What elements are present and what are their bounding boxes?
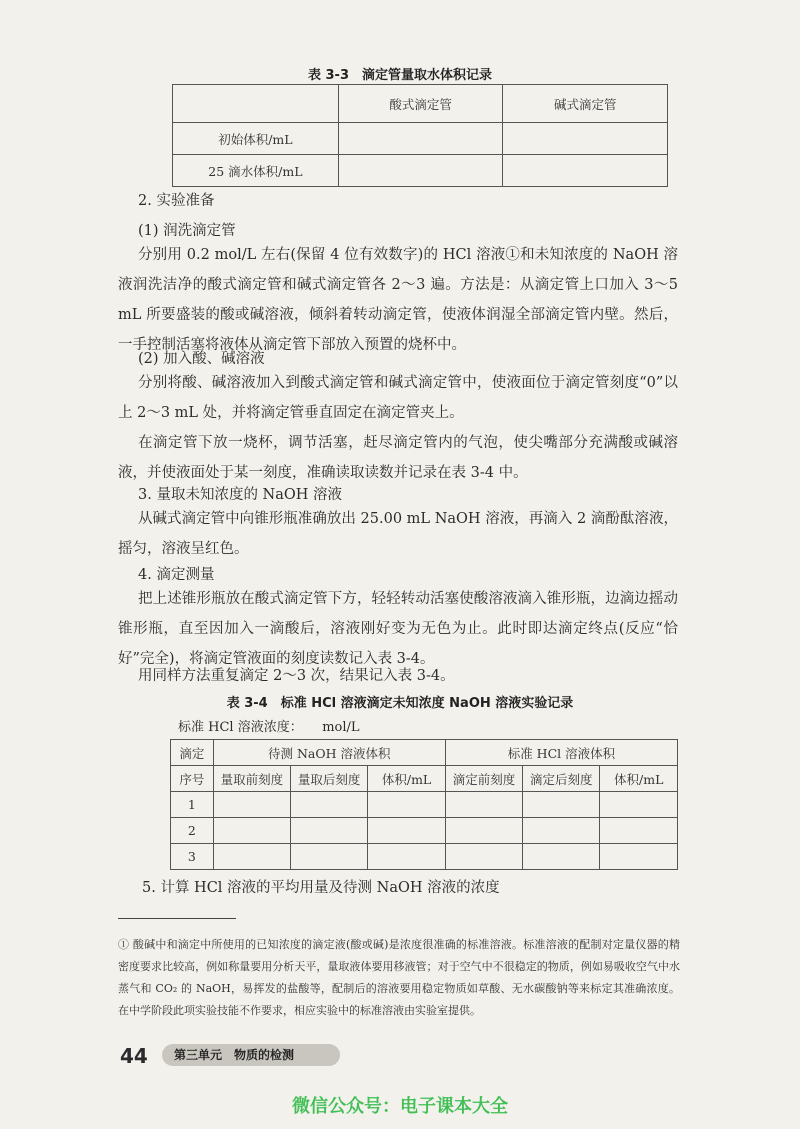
table-row-cell [290,844,367,870]
table-3-4-caption: 表 3-4 标准 HCl 溶液滴定未知浓度 NaOH 溶液实验记录 [226,696,574,711]
footnote-divider [118,918,236,919]
table-3-3-cell [503,155,668,187]
watermark: 微信公众号：电子课本大全 [292,1096,508,1117]
section-2-paragraph-2: 分别将酸、碱溶液加入到酸式滴定管和碱式滴定管中，使液面位于滴定管刻度“0”以上 2～3 mL 处，并将滴定管垂直固定在滴定管夹上。 [118,375,678,421]
table-row-cell [445,818,522,844]
table-3-3-cell [338,123,503,155]
table-row-cell [213,844,290,870]
table-row-cell [600,844,678,870]
table-3-4-row-no: 1 [171,792,214,818]
table-row-cell [523,792,600,818]
table-3-4-header-no: 序号 [171,766,214,792]
table-3-4-subheader: 滴定前刻度 [445,766,522,792]
table-row-cell [523,818,600,844]
section-4-title: 4. 滴定测量 [138,567,215,583]
footnote: ① 酸碱中和滴定中所使用的已知浓度的滴定液(酸或碱)是浓度很准确的标准溶液。标准溶液的配制对定量仪器的精密度要求比较高，例如称量要用分析天平，量取液体要用移液管；对于空气中不很稳定的物质，例如易吸收空气中水蒸气和 CO₂ 的 NaOH，易挥发的盐酸等，配制后的溶液要用稳定物质如草酸、无水碳酸钠等来标定其准确浓度。在中学阶段此项实验技能不作要求，相应实验中的标准溶液由实验室提供。 [118,938,680,1017]
table-3-4-row-no: 2 [171,818,214,844]
table-3-3-header-base: 碱式滴定管 [503,85,668,123]
table-3-4-subheader: 体积/mL [600,766,678,792]
table-3-4-header-no: 滴定 [171,740,214,766]
table-row-cell [445,844,522,870]
table-row-cell [213,818,290,844]
table-3-4-subheader: 量取后刻度 [290,766,367,792]
table-row-cell [445,792,522,818]
table-row-cell [213,792,290,818]
table-row-cell [290,818,367,844]
table-3-4-subheader: 滴定后刻度 [523,766,600,792]
table-3-3-corner [173,85,339,123]
table-3-4-subheader: 量取前刻度 [213,766,290,792]
table-row-cell [600,792,678,818]
table-3-3-caption: 表 3-3 滴定管量取水体积记录 [307,68,492,83]
table-3-3-cell [338,155,503,187]
section-4-paragraph-1: 把上述锥形瓶放在酸式滴定管下方，轻轻转动活塞使酸溶液滴入锥形瓶，边滴边摇动锥形瓶，直至因加入一滴酸后，溶液刚好变为无色为止。此时即达滴定终点(反应“恰好”完全)，将滴定管液面的刻度读数记入表 3-4。 [118,591,678,667]
section-5-title: 5. 计算 HCl 溶液的平均用量及待测 NaOH 溶液的浓度 [142,880,500,896]
table-3-3-row-label: 初始体积/mL [173,123,339,155]
section-3-paragraph: 从碱式滴定管中向锥形瓶准确放出 25.00 mL NaOH 溶液，再滴入 2 滴酚酞溶液，摇匀，溶液呈红色。 [118,511,678,557]
table-3-4 [170,739,678,870]
table-3-3 [172,84,668,187]
section-2-paragraph-3: 在滴定管下放一烧杯，调节活塞，赶尽滴定管内的气泡，使尖嘴部分充满酸或碱溶液，并使液面处于某一刻度，准确读取读数并记录在表 3-4 中。 [118,435,678,481]
table-row-cell [368,792,446,818]
table-row-cell [523,844,600,870]
table-3-3-header-acid: 酸式滴定管 [338,85,503,123]
section-2-sub-1: (1) 润洗滴定管 [138,223,236,239]
table-row-cell [368,818,446,844]
table-3-4-group-naoh: 待测 NaOH 溶液体积 [213,740,445,766]
section-2-sub-2: (2) 加入酸、碱溶液 [138,351,265,367]
unit-badge: 第三单元 物质的检测 [162,1044,340,1066]
hcl-concentration-label: 标准 HCl 溶液浓度： mol/L [178,720,360,735]
table-3-4-subheader: 体积/mL [368,766,446,792]
table-3-4-row-no: 3 [171,844,214,870]
section-4-paragraph-2: 用同样方法重复滴定 2～3 次，结果记入表 3-4。 [138,668,455,684]
section-2-paragraph-1: 分别用 0.2 mol/L 左右(保留 4 位有效数字)的 HCl 溶液①和未知浓度的 NaOH 溶液润洗洁净的酸式滴定管和碱式滴定管各 2～3 遍。方法是：从滴定管上口加入 3～5 mL 所要盛装的酸或碱溶液，倾斜着转动滴定管，使液体润湿全部滴定管内壁。然后，一手控制活塞将液体从滴定管下部放入预置的烧杯中。 [118,247,678,353]
page-number: 44 [120,1044,148,1068]
section-2-title: 2. 实验准备 [138,193,215,209]
table-3-4-group-hcl: 标准 HCl 溶液体积 [445,740,677,766]
table-row-cell [600,818,678,844]
section-3-title: 3. 量取未知浓度的 NaOH 溶液 [138,487,343,503]
table-3-3-row-label: 25 滴水体积/mL [173,155,339,187]
table-row-cell [290,792,367,818]
table-3-3-cell [503,123,668,155]
table-row-cell [368,844,446,870]
